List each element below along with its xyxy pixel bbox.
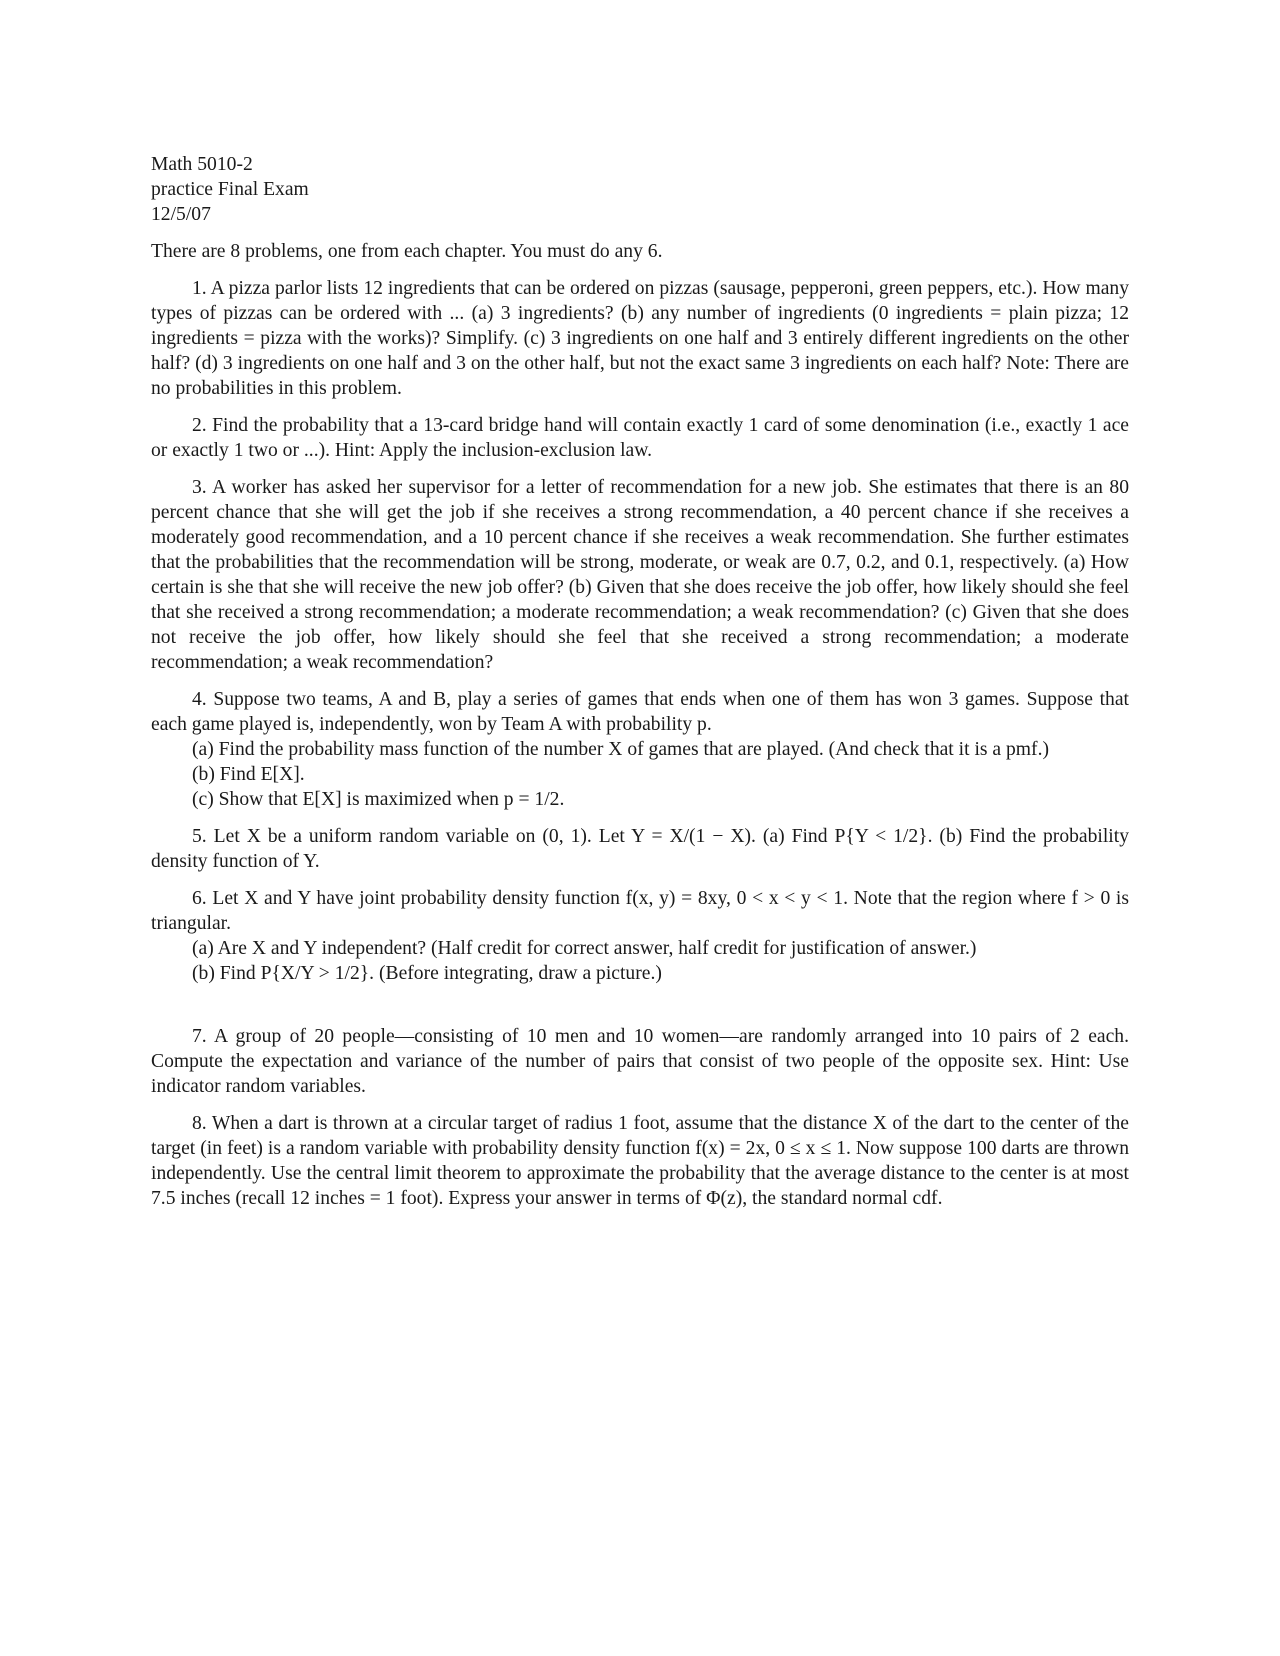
exam-page bbox=[151, 152, 1129, 1211]
problem-6-part-b: (b) Find P{X/Y > 1/2}. (Before integrating, draw a picture.) bbox=[192, 963, 662, 984]
course-name: Math 5010-2 bbox=[151, 154, 253, 175]
problem-2: 2. Find the probability that a 13-card bridge hand will contain exactly 1 card of some denomination (i.e., exactly 1 ace or exactly 1 two or ...). Hint: Apply the inclusion-exclusion law. bbox=[151, 415, 1129, 461]
blank-gap bbox=[151, 986, 1129, 1012]
exam-instructions: There are 8 problems, one from each chapter. You must do any 6. bbox=[151, 241, 663, 262]
problem-1: 1. A pizza parlor lists 12 ingredients that can be ordered on pizzas (sausage, pepperoni, green peppers, etc.). How many types of pizzas can be ordered with ... (a) 3 ingredients? (b) any number of ingredients (0 ingredients = plain pizza; 12 ingredients = pizza with the works)? Simplify. (c) 3 ingredients on one half and 3 entirely different ingredients on the other half? (d) 3 ingredients on one half and 3 on the other half, but not the exact same 3 ingredients on each half? Note: There are no probabilities in this problem. bbox=[151, 278, 1129, 399]
exam-title: practice Final Exam bbox=[151, 179, 309, 200]
problem-8: 8. When a dart is thrown at a circular target of radius 1 foot, assume that the distance X of the dart to the center of the target (in feet) is a random variable with probability density function f(x) = 2x, 0 ≤ x ≤ 1. Now suppose 100 darts are thrown independently. Use the central limit theorem to approximate the probability that the average distance to the center is at most 7.5 inches (recall 12 inches = 1 foot). Express your answer in terms of Φ(z), the standard normal cdf. bbox=[151, 1113, 1129, 1209]
problem-4-part-c: (c) Show that E[X] is maximized when p = 1/2. bbox=[192, 789, 565, 810]
problem-4-part-a: (a) Find the probability mass function of the number X of games that are played. (And check that it is a pmf.) bbox=[192, 739, 1049, 760]
problem-6: 6. Let X and Y have joint probability density function f(x, y) = 8xy, 0 < x < y < 1. Note that the region where f > 0 is triangular. bbox=[151, 888, 1129, 934]
problem-4-part-b: (b) Find E[X]. bbox=[192, 764, 305, 785]
problem-4: 4. Suppose two teams, A and B, play a series of games that ends when one of them has won 3 games. Suppose that each game played is, independently, won by Team A with probability p. bbox=[151, 689, 1129, 735]
problem-7: 7. A group of 20 people—consisting of 10 men and 10 women—are randomly arranged into 10 pairs of 2 each. Compute the expectation and variance of the number of pairs that consist of two people of the opposite sex. Hint: Use indicator random variables. bbox=[151, 1026, 1129, 1097]
exam-date: 12/5/07 bbox=[151, 204, 211, 225]
problem-3: 3. A worker has asked her supervisor for a letter of recommendation for a new job. She estimates that there is an 80 percent chance that she will get the job if she receives a strong recommendation, a 40 percent chance if she receives a moderately good recommendation, and a 10 percent chance if she receives a weak recommendation. She further estimates that the probabilities that the recommendation will be strong, moderate, or weak are 0.7, 0.2, and 0.1, respectively. (a) How certain is she that she will receive the new job offer? (b) Given that she does receive the job offer, how likely should she feel that she received a strong recommendation; a moderate recommendation; a weak recommendation? (c) Given that she does not receive the job offer, how likely should she feel that she received a strong recommendation; a moderate recommendation; a weak recommendation? bbox=[151, 477, 1129, 673]
problem-5: 5. Let X be a uniform random variable on (0, 1). Let Y = X/(1 − X). (a) Find P{Y < 1/2}. (b) Find the probability density function of Y. bbox=[151, 826, 1129, 872]
problem-6-part-a: (a) Are X and Y independent? (Half credit for correct answer, half credit for justification of answer.) bbox=[192, 938, 977, 959]
exam-header bbox=[151, 152, 1129, 227]
